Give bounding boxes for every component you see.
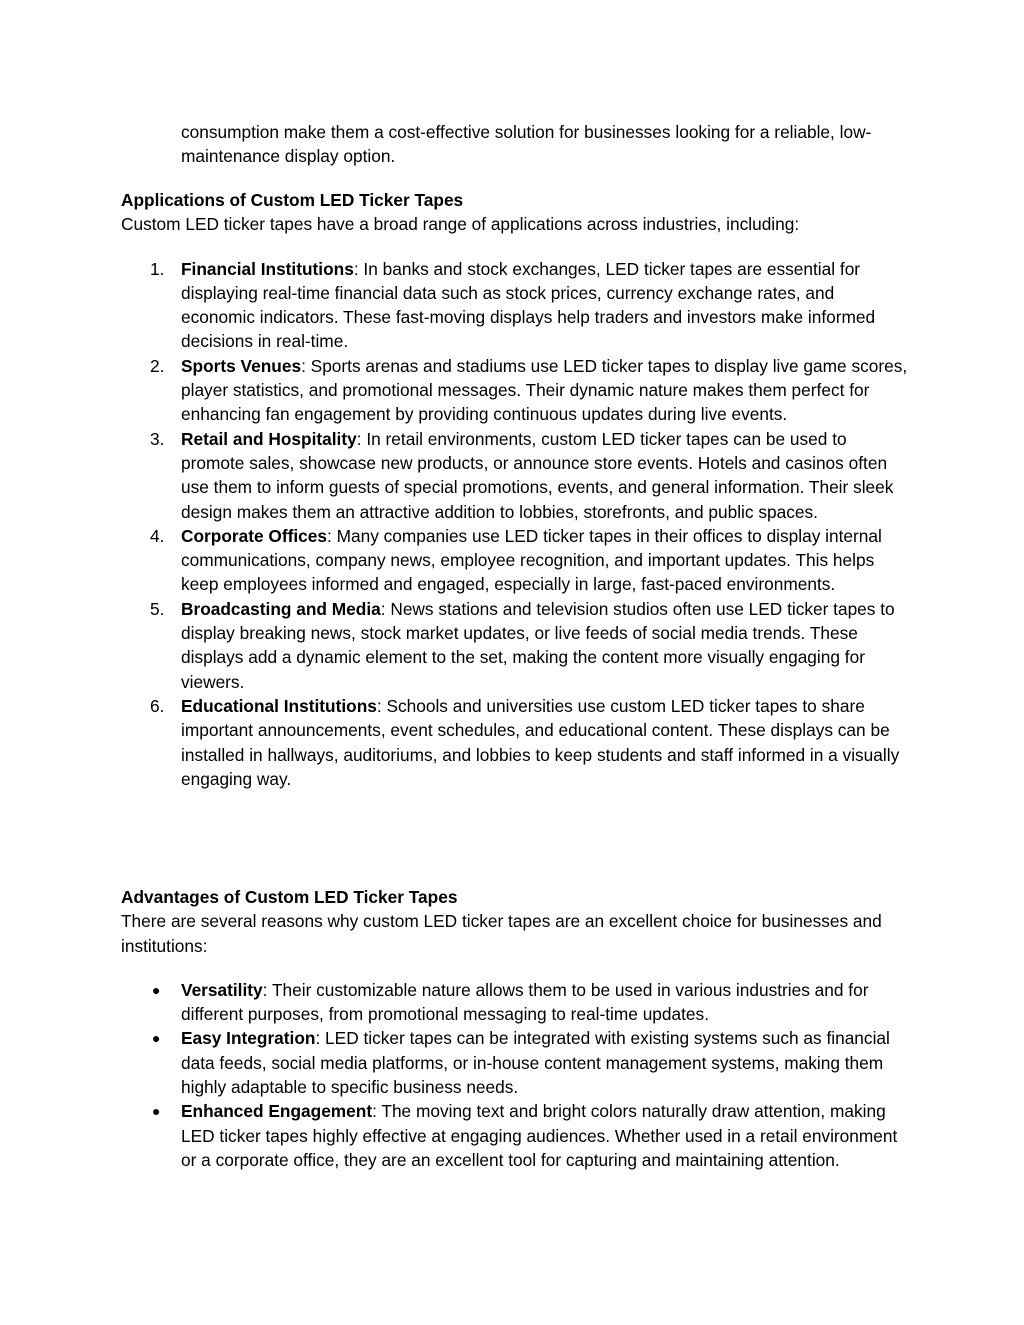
applications-intro: Custom LED ticker tapes have a broad range of applications across industries, including: [121,214,800,235]
applications-section [121,188,911,791]
list-item-retail-hospitality [121,427,911,524]
list-number: 3. [150,428,165,449]
list-item-title: Retail and Hospitality [181,428,357,449]
list-number: 1. [150,258,165,279]
bullet-icon: ● [152,1030,161,1047]
list-item-versatility [121,978,911,1027]
list-item-text: : News stations and television studios often use LED ticker tapes to display breaking news, stock market updates, or live feeds of social media trends. These displays add a dynamic element to the set, making the content more visually engaging for viewers. [181,598,895,692]
list-item-enhanced-engagement [121,1099,911,1172]
advantages-heading: Advantages of Custom LED Ticker Tapes [121,887,458,907]
list-item-title: Sports Venues [181,355,302,376]
list-item-text: : LED ticker tapes can be integrated with existing systems such as financial data feeds, social media platforms, or in-house content management systems, making them highly adaptable to specific business needs. [181,1028,890,1098]
list-item-easy-integration [121,1026,911,1099]
applications-heading: Applications of Custom LED Ticker Tapes [121,190,464,210]
bullet-icon: ● [152,981,161,998]
list-number: 5. [150,598,165,619]
list-item-text: : Their customizable nature allows them to be used in various industries and for different purposes, from promotional messaging to real-time updates. [181,979,869,1025]
list-item-text: : In banks and stock exchanges, LED ticker tapes are essential for displaying real-time financial data such as stock prices, currency exchange rates, and economic indicators. These fast-moving displays help traders and investors make informed decisions in real-time. [181,258,876,352]
list-item-educational-institutions [121,694,911,791]
list-item-financial-institutions [121,257,911,354]
list-number: 4. [150,525,165,546]
list-item-text: : The moving text and bright colors naturally draw attention, making LED ticker tapes highly effective at engaging audiences. Whether used in a retail environment or a corporate office, they are an excellent tool for capturing and maintaining attention. [181,1101,898,1170]
list-item-title: Corporate Offices [181,525,327,546]
advantages-intro: There are several reasons why custom LED ticker tapes are an excellent choice for businesses and institutions: [121,911,882,956]
list-item-title: Financial Institutions [181,258,354,279]
list-item-sports-venues [121,354,911,427]
advantages-list [121,978,911,1172]
list-item-text: : Schools and universities use custom LED ticker tapes to share important announcements, event schedules, and educational content. These displays can be installed in hallways, auditoriums, and lobbies to keep students and staff informed in a visually engaging way. [181,695,900,789]
advantages-section [121,885,911,1172]
list-item-title: Educational Institutions [181,695,377,716]
list-item-text: : Many companies use LED ticker tapes in their offices to display internal communications, company news, employee recognition, and important updates. This helps keep employees informed and engaged, especially in large, fast-paced environments. [181,525,882,595]
list-item-corporate-offices [121,524,911,597]
continuation-paragraph: consumption make them a cost-effective solution for businesses looking for a reliable, low-maintenance display option. [181,122,872,167]
list-item-text: : In retail environments, custom LED ticker tapes can be used to promote sales, showcase new products, or announce store events. Hotels and casinos often use them to inform guests of special promotions, events, and general information. Their sleek design makes them an attractive addition to lobbies, storefronts, and public spaces. [181,428,894,522]
list-item-title: Versatility [181,979,263,1000]
list-item-title: Enhanced Engagement [181,1101,373,1122]
list-number: 6. [150,695,165,716]
list-item-title: Broadcasting and Media [181,598,381,619]
list-item-text: : Sports arenas and stadiums use LED ticker tapes to display live game scores, player statistics, and promotional messages. Their dynamic nature makes them perfect for enhancing fan engagement by providing continuous updates during live events. [181,355,908,425]
bullet-icon: ● [152,1103,161,1120]
list-item-title: Easy Integration [181,1028,316,1049]
list-item-broadcasting-media [121,597,911,694]
list-number: 2. [150,355,165,376]
applications-list [121,257,911,792]
